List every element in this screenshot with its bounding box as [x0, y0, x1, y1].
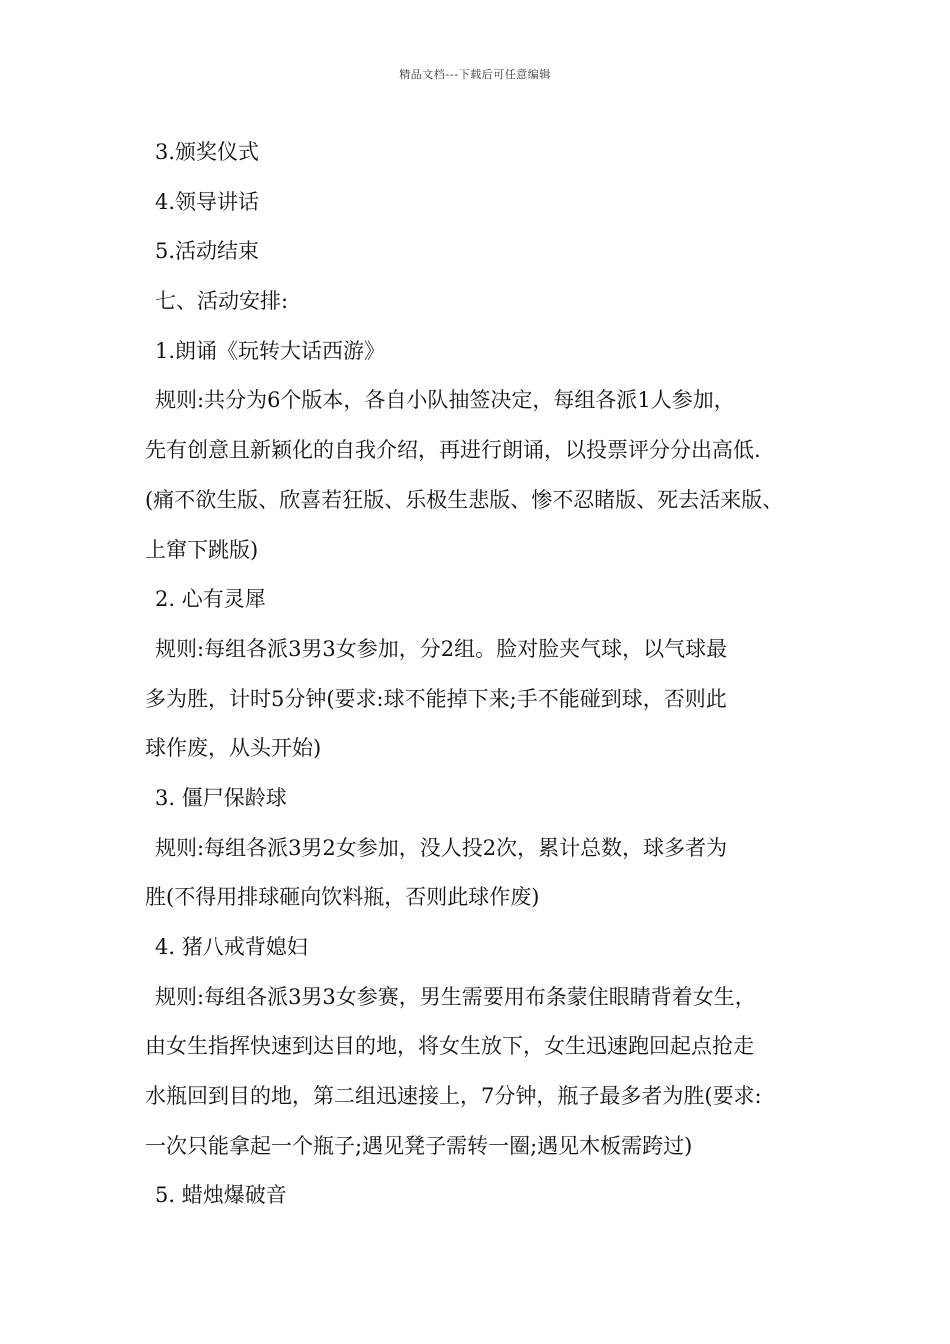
list-item: 5.活动结束: [155, 239, 260, 264]
list-item: 3.颁奖仪式: [155, 140, 260, 164]
rule-paragraph: 多为胜，计时5分钟(要求:球不能掉下来;手不能碰到球，否则此: [145, 686, 727, 711]
rule-paragraph: 胜(不得用排球砸向饮料瓶，否则此球作废): [145, 885, 540, 910]
section-heading: 七、活动安排:: [155, 289, 289, 314]
rule-paragraph: 规则:每组各派3男2女参加，没人投2次，累计总数，球多者为: [155, 835, 728, 860]
rule-paragraph: 球作废，从头开始): [145, 736, 322, 761]
rule-paragraph: 规则:每组各派3男3女参赛，男生需要用布条蒙住眼睛背着女生，: [155, 984, 756, 1009]
activity-title: 1.朗诵《玩转大话西游》: [155, 338, 386, 363]
rule-paragraph: 规则:每组各派3男3女参加，分2组。脸对脸夹气球，以气球最: [155, 636, 728, 661]
rule-paragraph: 一次只能拿起一个瓶子;遇见凳子需转一圈;遇见木板需跨过): [145, 1133, 693, 1158]
rule-paragraph: 规则:共分为6个版本，各自小队抽签决定，每组各派1人参加，: [155, 388, 735, 413]
activity-title: 4. 猪八戒背媳妇: [155, 935, 308, 959]
activity-title: 3. 僵尸保龄球: [155, 785, 287, 810]
rule-paragraph: 水瓶回到目的地，第二组迅速接上，7分钟，瓶子最多者为胜(要求:: [145, 1084, 762, 1109]
activity-title: 2. 心有灵犀: [155, 587, 266, 612]
activity-title: 5. 蜡烛爆破音: [155, 1183, 287, 1208]
page-header: 精品文档---下载后可任意编辑: [399, 68, 551, 81]
list-item: 4.领导讲话: [155, 189, 260, 214]
rule-paragraph: 由女生指挥快速到达目的地，将女生放下，女生迅速跑回起点抢走: [145, 1034, 754, 1059]
rule-paragraph: 上窜下跳版): [145, 537, 259, 562]
document-body: [145, 137, 825, 1230]
rule-paragraph: 先有创意且新颖化的自我介绍，再进行朗诵，以投票评分分出高低.: [145, 438, 761, 463]
rule-paragraph: (痛不欲生版、欣喜若狂版、乐极生悲版、惨不忍睹版、死去活来版、: [145, 487, 784, 512]
